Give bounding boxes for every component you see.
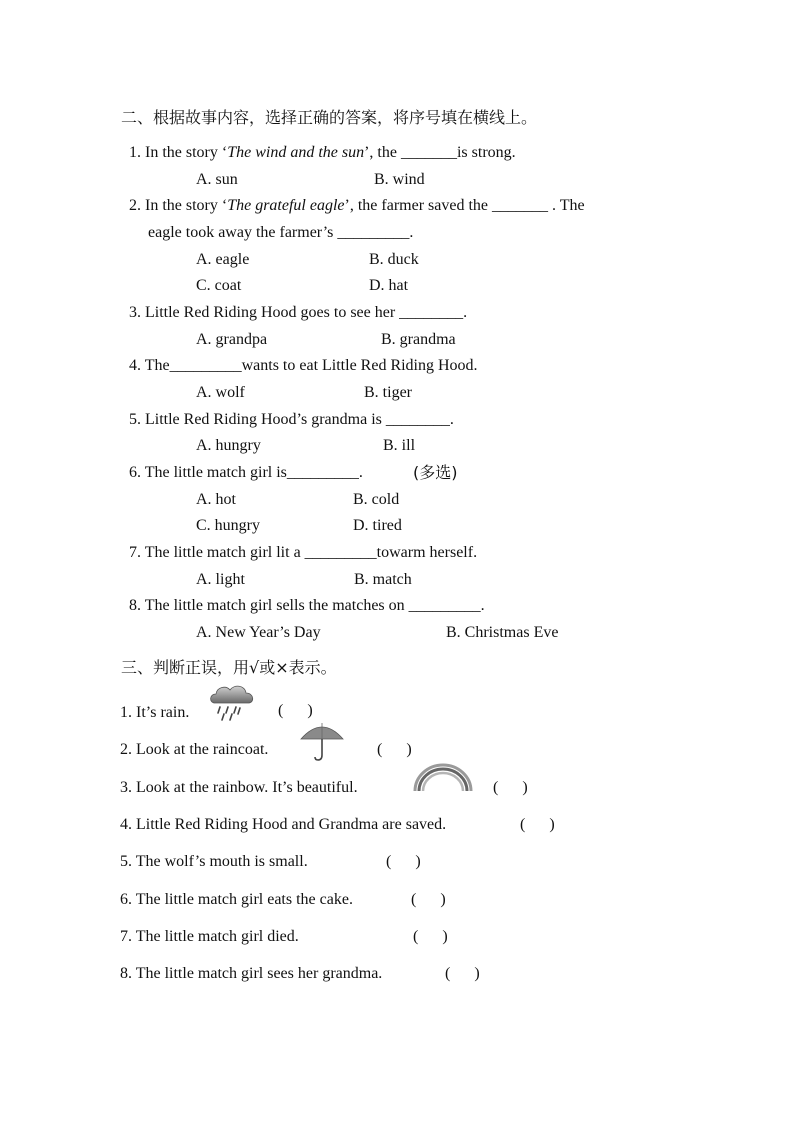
option-b: B. grandma	[381, 331, 456, 348]
option-b: B. match	[354, 571, 412, 588]
story-title: The wind and the sun	[227, 144, 365, 161]
multi-select-note: (多选)	[413, 463, 458, 482]
rainbow-icon	[411, 759, 475, 793]
judge-item-3: 3. Look at the rainbow. It’s beautiful.	[120, 779, 358, 796]
judge-item-6: 6. The little match girl eats the cake.	[120, 891, 353, 908]
answer-paren[interactable]: ( )	[386, 853, 421, 870]
question-6: 6. The little match girl is_________. (多选)	[129, 463, 458, 482]
answer-paren[interactable]: ( )	[493, 779, 528, 796]
answer-paren[interactable]: ( )	[377, 741, 412, 758]
judge-item-2: 2. Look at the raincoat.	[120, 741, 269, 758]
question-8: 8. The little match girl sells the matches on _________.	[129, 597, 485, 614]
story-title: The grateful eagle	[227, 197, 345, 214]
judge-item-4: 4. Little Red Riding Hood and Grandma are saved.	[120, 816, 447, 833]
option-b: B. duck	[369, 251, 419, 268]
option-c: C. hungry	[196, 517, 260, 534]
option-a: A. eagle	[196, 251, 250, 268]
option-d: D. hat	[369, 277, 409, 294]
section-3-heading: 三、判断正误，用√或×表示。	[121, 658, 337, 677]
option-d: D. tired	[353, 517, 402, 534]
option-a: A. wolf	[196, 384, 245, 401]
question-4: 4. The_________wants to eat Little Red Riding Hood.	[129, 357, 478, 374]
judge-item-8: 8. The little match girl sees her grandma.	[120, 965, 383, 982]
option-b: B. cold	[353, 491, 400, 508]
judge-item-5: 5. The wolf’s mouth is small.	[120, 853, 308, 870]
judge-item-7: 7. The little match girl died.	[120, 928, 299, 945]
option-b: B. ill	[383, 437, 416, 454]
question-2-line-2: eagle took away the farmer’s _________.	[148, 224, 414, 241]
question-5: 5. Little Red Riding Hood’s grandma is ________.	[129, 411, 454, 428]
answer-paren[interactable]: ( )	[411, 891, 446, 908]
option-c: C. coat	[196, 277, 242, 294]
answer-paren[interactable]: ( )	[520, 816, 555, 833]
question-3: 3. Little Red Riding Hood goes to see her ________.	[129, 304, 468, 321]
question-2: 2. In the story ‘The grateful eagle’, the farmer saved the _______ . The	[129, 197, 585, 214]
question-7: 7. The little match girl lit a _________towarm herself.	[129, 544, 478, 561]
option-a: A. hungry	[196, 437, 261, 454]
option-a: A. hot	[196, 491, 236, 508]
option-b: B. Christmas Eve	[446, 624, 559, 641]
option-a: A. grandpa	[196, 331, 268, 348]
option-a: A. light	[196, 571, 245, 588]
answer-paren[interactable]: ( )	[278, 702, 313, 719]
rain-cloud-icon	[207, 683, 257, 723]
answer-paren[interactable]: ( )	[445, 965, 480, 982]
option-a: A. New Year’s Day	[196, 624, 321, 641]
option-b: B. wind	[374, 171, 425, 188]
judge-item-1: 1. It’s rain.	[120, 704, 190, 721]
answer-paren[interactable]: ( )	[413, 928, 448, 945]
question-1: 1. In the story ‘The wind and the sun’, the _______is strong.	[129, 144, 516, 161]
umbrella-icon	[299, 719, 345, 763]
option-a: A. sun	[196, 171, 238, 188]
option-b: B. tiger	[364, 384, 412, 401]
section-2-heading: 二、根据故事内容，选择正确的答案，将序号填在横线上。	[121, 108, 538, 127]
